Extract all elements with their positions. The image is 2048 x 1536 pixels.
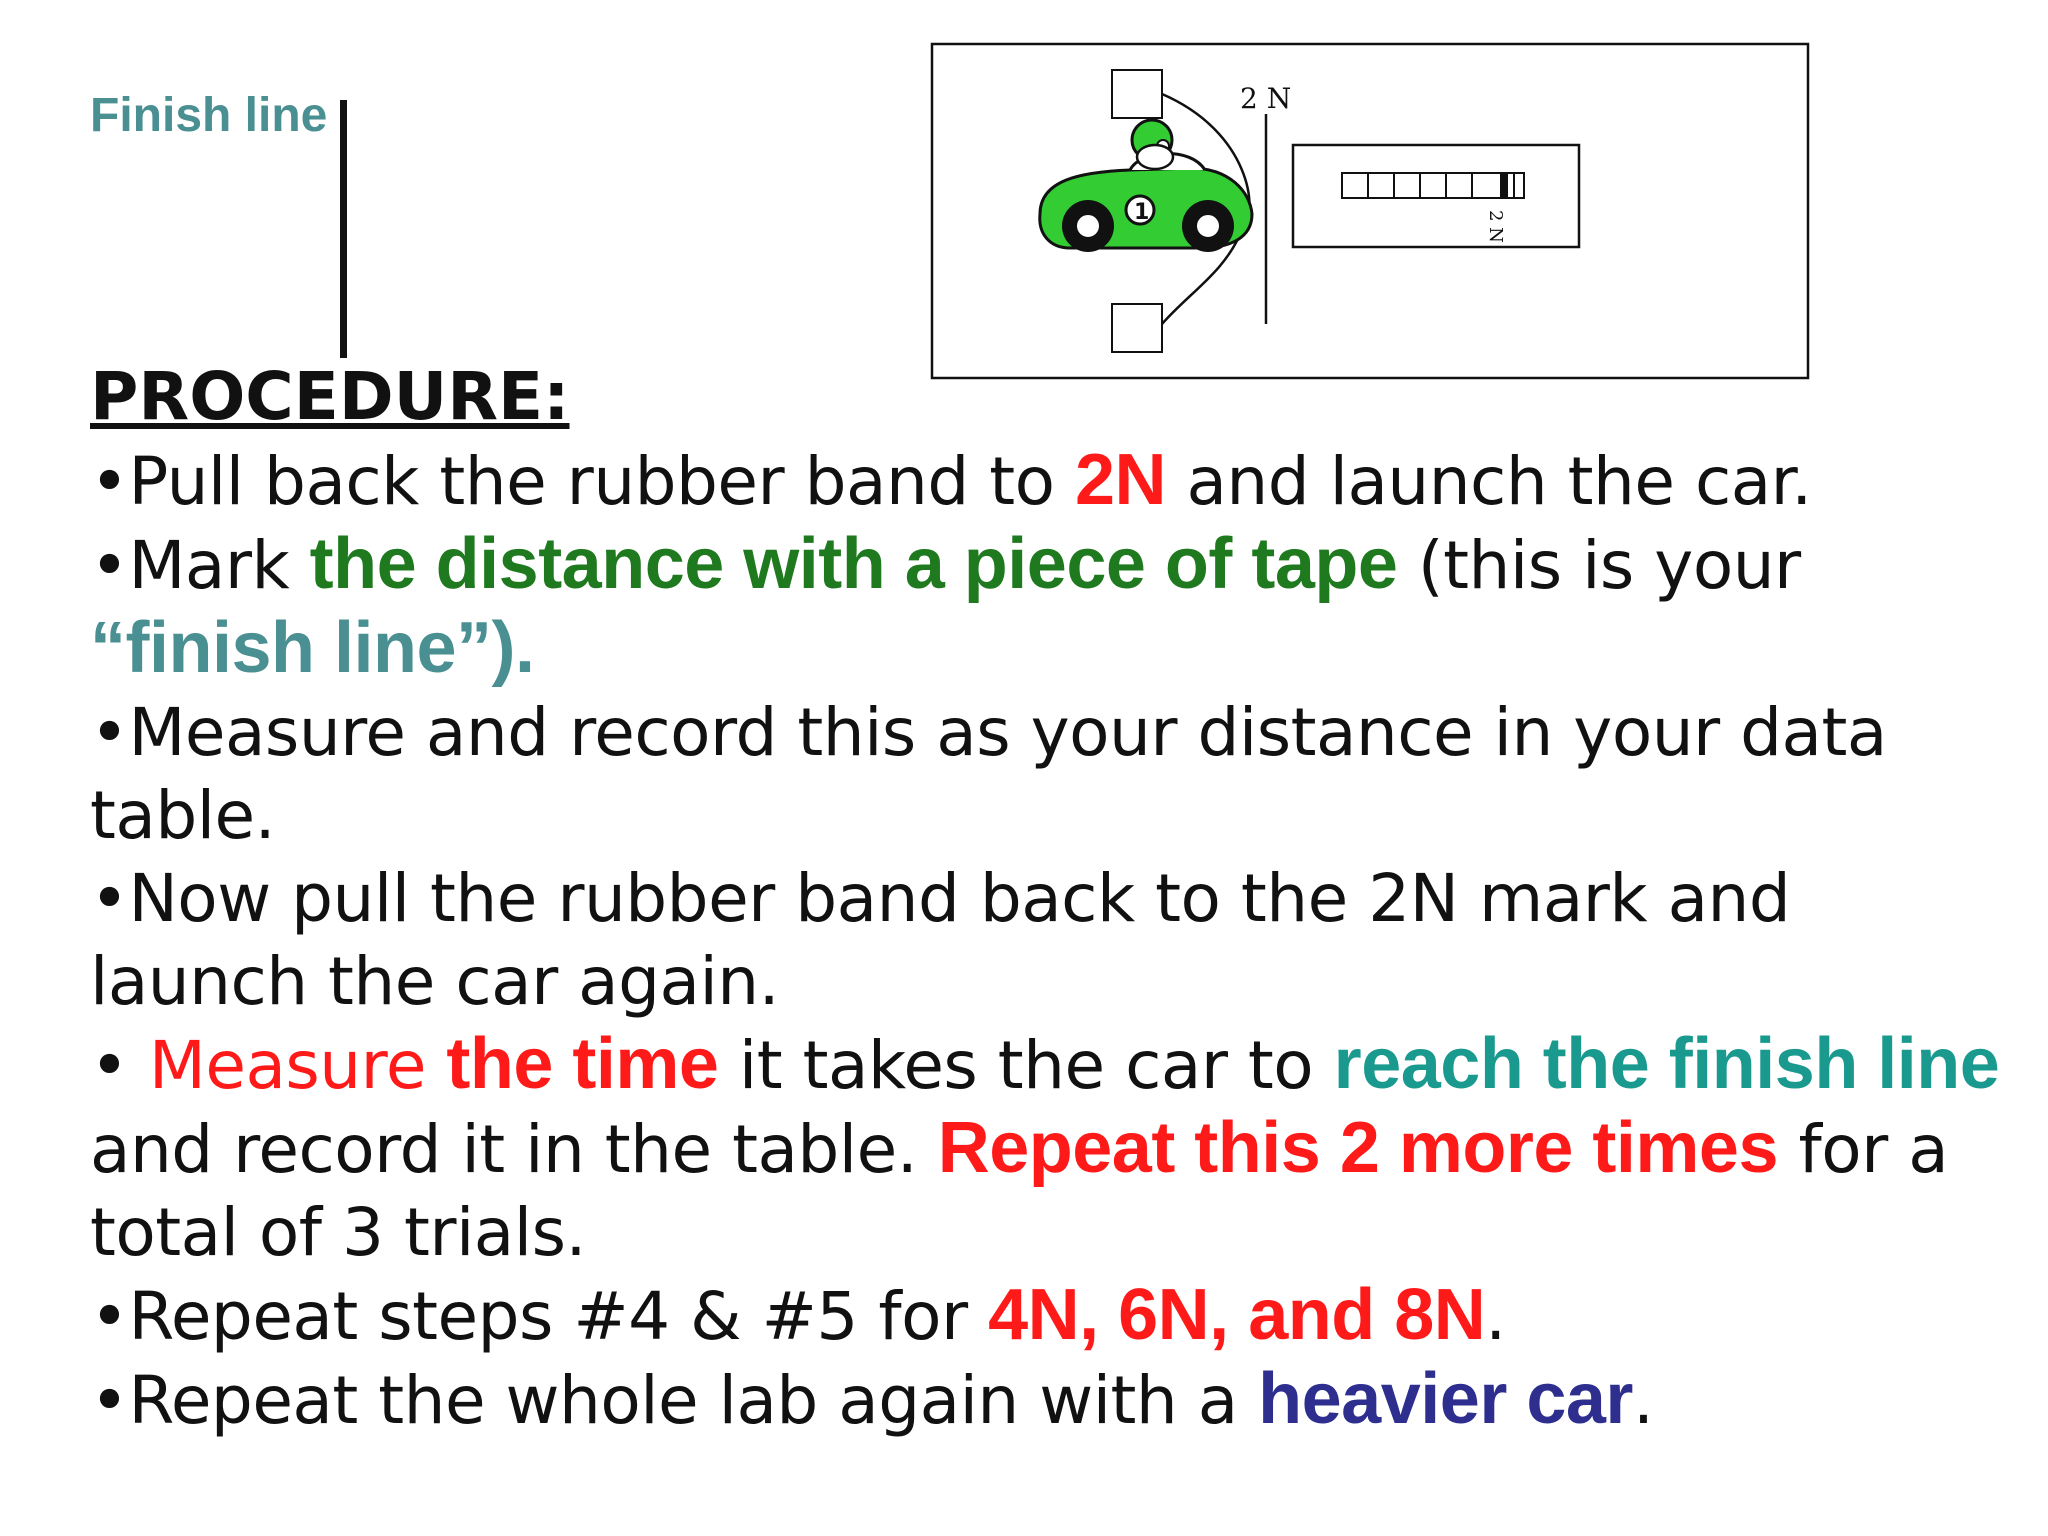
step-7-highlight: heavier car	[1258, 1359, 1633, 1439]
bullet: •	[90, 1027, 129, 1104]
step-5-mid-2: and record it in the table.	[90, 1111, 938, 1188]
scale-indicator	[1500, 173, 1508, 198]
step-1	[90, 439, 2020, 523]
step-5	[90, 1023, 2020, 1274]
scale-label: 2 N	[1485, 210, 1506, 243]
step-3-text: Measure and record this as your distance in your data table.	[90, 694, 1887, 854]
step-5-mid-1: it takes the car to	[718, 1027, 1334, 1104]
step-2-highlight: the distance with a piece of tape	[309, 524, 1398, 604]
rubber-band-car-diagram	[930, 42, 1810, 380]
car-number: 1	[1134, 200, 1150, 225]
bullet: •	[90, 694, 129, 771]
bullet: •	[90, 860, 129, 937]
step-7	[90, 1358, 2020, 1442]
step-5-the-time: the time	[446, 1024, 719, 1104]
force-label: 2 N	[1240, 82, 1292, 115]
step-1-post: and launch the car.	[1165, 443, 1812, 520]
bullet: •	[90, 443, 129, 520]
procedure-section	[90, 355, 2020, 1442]
step-6-pre: Repeat steps #4 & #5 for	[128, 1278, 989, 1355]
bullet: •	[90, 1362, 129, 1439]
step-1-pre: Pull back the rubber band to	[128, 443, 1075, 520]
spring-scale	[1293, 145, 1579, 247]
step-4	[90, 857, 2020, 1023]
step-2-mid: (this is your	[1397, 527, 1801, 604]
step-6-highlight: 4N, 6N, and 8N	[988, 1275, 1486, 1355]
step-7-post: .	[1632, 1362, 1654, 1439]
step-2-highlight-2: “finish line”).	[90, 608, 535, 688]
step-3	[90, 691, 2020, 857]
step-6	[90, 1274, 2020, 1358]
step-5-repeat: Repeat this 2 more times	[937, 1108, 1779, 1188]
step-5-post: for a total of 3 trials.	[90, 1111, 1949, 1271]
anchor-post-top	[1112, 70, 1162, 118]
step-5-reach: reach the finish line	[1333, 1024, 2000, 1104]
step-1-highlight: 2N	[1074, 440, 1166, 520]
finish-line-post	[340, 100, 347, 358]
anchor-post-bottom	[1112, 304, 1162, 352]
step-6-post: .	[1485, 1278, 1506, 1355]
bullet: •	[90, 527, 129, 604]
finish-line-label: Finish line	[90, 89, 328, 142]
step-2	[90, 523, 2020, 691]
step-5-measure: Measure	[148, 1027, 426, 1104]
step-2-pre: Mark	[128, 527, 310, 604]
bullet: •	[90, 1278, 129, 1355]
procedure-heading: PROCEDURE:	[90, 358, 570, 435]
step-7-pre: Repeat the whole lab again with a	[128, 1362, 1259, 1439]
step-4-text: Now pull the rubber band back to the 2N mark and launch the car again.	[90, 860, 1791, 1020]
